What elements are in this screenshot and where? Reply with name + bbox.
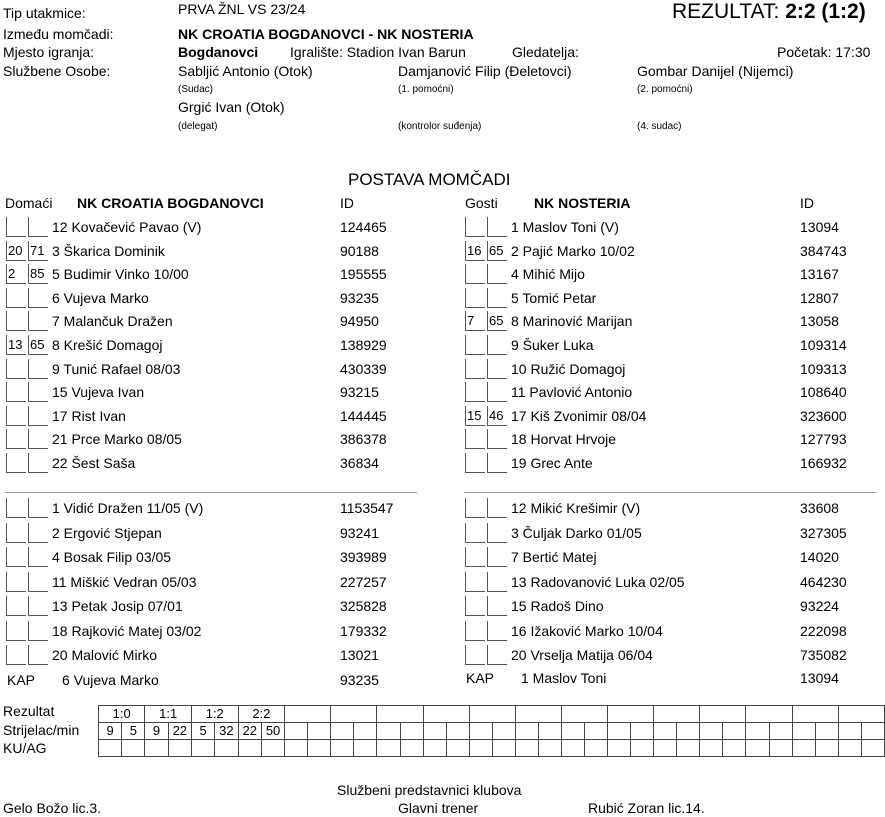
home-kap: 6 Vujeva Marko (62, 672, 159, 688)
player-name: 20 Malović Mirko (52, 647, 158, 663)
sub-number-box: 65 (487, 311, 507, 331)
player-id: 430339 (340, 360, 387, 377)
player-name: 7 Malančuk Dražen (52, 313, 173, 330)
player-name: 8 Marinović Marijan (511, 313, 633, 330)
kuag-cell (285, 740, 308, 757)
sub-minute-box (6, 359, 26, 379)
sub-number-box (487, 288, 507, 308)
sub-number-box: 65 (28, 335, 48, 355)
home-kap-label: KAP (7, 672, 36, 688)
sub-minute-box (6, 547, 26, 567)
player-id: 386378 (340, 431, 387, 448)
player-name: 17 Rist Ivan (52, 407, 126, 424)
scorer-cell (492, 723, 515, 740)
sub-number-box (487, 572, 507, 592)
kuag-cell (423, 740, 446, 757)
player-id: 222098 (800, 622, 847, 639)
player-name: 3 Čuljak Darko 01/05 (511, 524, 642, 541)
player-id: 93224 (800, 598, 839, 614)
sub-minute-box: 2 (6, 264, 26, 284)
player-id: 327305 (800, 524, 847, 541)
scorer-cell (746, 723, 769, 740)
kuag-cell (191, 740, 214, 757)
sub-number-box (28, 359, 48, 379)
score-cell: 2:2 (238, 706, 285, 723)
footer-left: Gelo Božo lic.3. (3, 800, 102, 816)
kuag-cell (769, 740, 792, 757)
sub-number-box (28, 547, 48, 567)
sub-minute-box (465, 547, 485, 567)
player-name: 1 Maslov Toni (V) (511, 219, 619, 235)
kuag-cell (377, 740, 400, 757)
official-role: (Sudac) (178, 84, 214, 95)
home-id-label: ID (340, 195, 354, 211)
sub-number-box: 46 (487, 406, 507, 426)
sub-number-box (28, 645, 48, 665)
score-cell (331, 706, 377, 723)
sub-number-box (487, 621, 507, 641)
kuag-cell (492, 740, 515, 757)
away-kap-id: 13094 (800, 670, 839, 686)
score-cell (608, 706, 654, 723)
player-id: 94950 (340, 313, 379, 330)
kuag-cell (238, 740, 261, 757)
kuag-cell (585, 740, 608, 757)
score-cell (469, 706, 515, 723)
score-cell (792, 706, 838, 723)
scorer-cell (446, 723, 469, 740)
kuag-cell (746, 740, 769, 757)
scorer-cell: 5 (122, 723, 145, 740)
kuag-cell (677, 740, 700, 757)
player-id: 33608 (800, 500, 839, 516)
score-cell (285, 706, 331, 723)
scorer-cell (354, 723, 377, 740)
home-label: Domaći (5, 195, 53, 211)
sub-number-box (28, 288, 48, 308)
player-name: 15 Vujeva Ivan (52, 384, 145, 401)
strijelac-row-label: Strijelac/min (3, 722, 80, 738)
kuag-cell (515, 740, 538, 757)
player-name: 2 Ergović Stjepan (52, 524, 162, 541)
player-id: 144445 (340, 407, 387, 424)
kuag-cell (538, 740, 561, 757)
footer-title: Službeni predstavnici klubova (337, 782, 522, 798)
kuag-cell (400, 740, 423, 757)
player-name: 12 Kovačević Pavao (V) (52, 219, 202, 235)
sub-minute-box (465, 621, 485, 641)
kuag-cell (815, 740, 838, 757)
player-name: 13 Radovanović Luka 02/05 (511, 573, 685, 590)
sub-number-box (487, 429, 507, 449)
player-name: 16 Ižaković Marko 10/04 (511, 622, 663, 639)
sub-minute-box (465, 453, 485, 473)
sub-minute-box (6, 288, 26, 308)
player-id: 464230 (800, 573, 847, 590)
sub-number-box (28, 523, 48, 543)
player-name: 18 Horvat Hrvoje (511, 431, 617, 448)
player-id: 393989 (340, 549, 387, 565)
gledatelja: Gledatelja: (512, 44, 579, 60)
player-id: 325828 (340, 598, 387, 614)
sub-minute-box: 20 (6, 241, 26, 261)
kuag-cell (861, 740, 884, 757)
sub-minute-box: 7 (465, 311, 485, 331)
score-cell (838, 706, 884, 723)
sub-minute-box: 15 (465, 406, 485, 426)
home-divider (5, 492, 417, 493)
sub-minute-box (465, 217, 485, 237)
sub-minute-box (6, 217, 26, 237)
sub-number-box (28, 596, 48, 616)
sub-minute-box (465, 523, 485, 543)
scorer-cell (654, 723, 677, 740)
player-name: 2 Pajić Marko 10/02 (511, 242, 635, 259)
scorer-cell (608, 723, 631, 740)
player-id: 14020 (800, 549, 839, 565)
sub-minute-box (465, 429, 485, 449)
igraliste: Igralište: Stadion Ivan Barun (290, 44, 466, 60)
player-id: 93235 (340, 289, 379, 306)
away-kap: 1 Maslov Toni (521, 670, 607, 686)
scorer-cell (308, 723, 331, 740)
sub-number-box (28, 453, 48, 473)
away-divider (464, 492, 876, 493)
sub-minute-box (465, 596, 485, 616)
kuag-cell (308, 740, 331, 757)
official-role: (4. sudac) (637, 121, 682, 132)
player-name: 7 Bertić Matej (511, 549, 597, 565)
official-name: Sabljić Antonio (Otok) (178, 63, 313, 79)
sub-number-box (487, 217, 507, 237)
scorer-cell (515, 723, 538, 740)
sub-minute-box (6, 453, 26, 473)
score-cell (654, 706, 700, 723)
official-role: (kontrolor suđenja) (398, 121, 482, 132)
sub-minute-box (465, 288, 485, 308)
kuag-cell (631, 740, 654, 757)
scorer-cell (700, 723, 723, 740)
score-cell (700, 706, 746, 723)
sub-number-box (28, 382, 48, 402)
scorer-cell: 50 (261, 723, 284, 740)
scorer-cell (469, 723, 492, 740)
sub-minute-box (6, 596, 26, 616)
player-name: 9 Šuker Luka (511, 337, 594, 353)
scorer-cell: 9 (99, 723, 122, 740)
results-table (98, 705, 885, 757)
player-name: 4 Bosak Filip 03/05 (52, 549, 172, 565)
official-role: (delegat) (178, 121, 218, 132)
sub-minute-box (6, 621, 26, 641)
score-cell (423, 706, 469, 723)
sub-minute-box (465, 572, 485, 592)
official-role: (2. pomoćni) (637, 84, 693, 95)
scorer-cell (792, 723, 815, 740)
sub-minute-box (465, 498, 485, 518)
sub-minute-box (6, 382, 26, 402)
sub-minute-box (465, 645, 485, 665)
kuag-cell (261, 740, 284, 757)
sub-number-box (487, 498, 507, 518)
score-cell (561, 706, 607, 723)
player-name: 13 Petak Josip 07/01 (52, 598, 183, 614)
sub-minute-box: 16 (465, 241, 485, 261)
sluzbene-label: Službene Osobe: (3, 63, 111, 79)
player-name: 3 Škarica Dominik (52, 242, 165, 259)
player-id: 384743 (800, 242, 847, 259)
official-name: Gombar Danijel (Nijemci) (637, 63, 794, 79)
kuag-cell (446, 740, 469, 757)
kuag-cell (838, 740, 861, 757)
player-id: 13094 (800, 219, 839, 235)
player-name: 21 Prce Marko 08/05 (52, 431, 182, 448)
rezultat-value: 2:2 (1:2) (785, 0, 866, 23)
player-id: 13058 (800, 313, 839, 330)
player-id: 127793 (800, 431, 847, 448)
izmedu-label: Između momčadi: (3, 26, 114, 42)
sub-number-box (487, 523, 507, 543)
away-team: NK NOSTERIA (534, 195, 631, 211)
kuag-cell (145, 740, 168, 757)
kuag-row-label: KU/AG (3, 740, 47, 756)
player-name: 18 Rajković Matej 03/02 (52, 622, 202, 639)
sub-number-box (28, 311, 48, 331)
sub-minute-box (6, 498, 26, 518)
scorer-cell: 22 (168, 723, 191, 740)
scorer-cell (769, 723, 792, 740)
sub-minute-box (6, 406, 26, 426)
sub-number-box (487, 335, 507, 355)
scorer-cell (838, 723, 861, 740)
player-name: 11 Pavlović Antonio (511, 384, 633, 401)
player-id: 195555 (340, 266, 387, 283)
player-id: 36834 (340, 455, 379, 471)
teams-value: NK CROATIA BOGDANOVCI - NK NOSTERIA (178, 26, 474, 42)
sub-minute-box (6, 572, 26, 592)
sub-number-box (487, 453, 507, 473)
scorer-cell: 32 (215, 723, 238, 740)
kuag-cell (561, 740, 584, 757)
sub-number-box (28, 621, 48, 641)
scorer-cell (815, 723, 838, 740)
player-name: 4 Mihić Mijo (511, 266, 585, 283)
kuag-cell (331, 740, 354, 757)
kuag-cell (700, 740, 723, 757)
player-id: 90188 (340, 242, 379, 259)
player-name: 12 Mikić Krešimir (V) (511, 500, 641, 516)
sub-number-box (487, 264, 507, 284)
home-kap-id: 93235 (340, 672, 379, 688)
scorer-cell (861, 723, 884, 740)
kuag-cell (168, 740, 191, 757)
rezultat-row-label: Rezultat (3, 703, 55, 719)
player-id: 227257 (340, 573, 387, 590)
official-name: Grgić Ivan (Otok) (178, 99, 285, 115)
scorer-cell (331, 723, 354, 740)
player-id: 735082 (800, 647, 847, 663)
scorer-cell: 5 (191, 723, 214, 740)
player-name: 11 Miškić Vedran 05/03 (52, 573, 197, 590)
player-id: 12807 (800, 289, 839, 306)
score-cell (377, 706, 423, 723)
official-role: (1. pomoćni) (398, 84, 454, 95)
scorer-cell (538, 723, 561, 740)
score-cell (746, 706, 792, 723)
player-id: 124465 (340, 219, 387, 235)
sub-number-box (28, 572, 48, 592)
player-id: 323600 (800, 407, 847, 424)
scorer-cell (285, 723, 308, 740)
player-name: 15 Radoš Dino (511, 598, 604, 614)
tip-label: Tip utakmice: (3, 5, 86, 21)
sub-number-box: 85 (28, 264, 48, 284)
scorer-cell (561, 723, 584, 740)
kuag-cell (354, 740, 377, 757)
scorer-cell (377, 723, 400, 740)
player-id: 166932 (800, 455, 847, 471)
sub-number-box (487, 382, 507, 402)
score-cell: 1:2 (191, 706, 238, 723)
away-kap-label: KAP (466, 670, 495, 686)
kuag-cell (608, 740, 631, 757)
footer-center: Glavni trener (398, 800, 479, 816)
mjesto-label: Mjesto igranja: (3, 44, 95, 60)
sub-minute-box (465, 264, 485, 284)
player-name: 9 Tunić Rafael 08/03 (52, 360, 181, 377)
sub-number-box: 65 (487, 241, 507, 261)
player-name: 6 Vujeva Marko (52, 289, 149, 306)
player-name: 1 Vidić Dražen 11/05 (V) (52, 500, 204, 516)
sub-minute-box (6, 645, 26, 665)
footer-right: Rubić Zoran lic.14. (588, 800, 705, 816)
player-name: 5 Budimir Vinko 10/00 (52, 266, 189, 283)
player-id: 109313 (800, 360, 847, 377)
sub-minute-box (6, 429, 26, 449)
mjesto-value: Bogdanovci (178, 44, 259, 60)
score-cell (515, 706, 561, 723)
player-name: 20 Vrselja Matija 06/04 (511, 647, 653, 663)
player-id: 108640 (800, 384, 847, 401)
sub-number-box (487, 547, 507, 567)
kuag-cell (99, 740, 122, 757)
tip-value: PRVA ŽNL VS 23/24 (178, 1, 306, 17)
kuag-cell (723, 740, 746, 757)
pocetak: Početak: 17:30 (777, 44, 871, 60)
player-name: 5 Tomić Petar (511, 289, 597, 306)
player-name: 10 Ružić Domagoj (511, 360, 626, 377)
player-id: 13167 (800, 266, 839, 283)
scorer-cell: 22 (238, 723, 261, 740)
sub-number-box (28, 406, 48, 426)
rezultat-label: REZULTAT: (672, 0, 780, 23)
sub-minute-box (465, 382, 485, 402)
player-id: 13021 (340, 647, 379, 663)
kuag-cell (469, 740, 492, 757)
player-id: 179332 (340, 622, 387, 639)
sub-minute-box: 13 (6, 335, 26, 355)
player-id: 1153547 (340, 500, 394, 516)
scorer-cell (585, 723, 608, 740)
player-id: 109314 (800, 337, 847, 353)
player-id: 93215 (340, 384, 379, 401)
score-cell: 1:0 (99, 706, 145, 723)
sub-number-box (487, 596, 507, 616)
kuag-cell (792, 740, 815, 757)
sub-number-box (487, 359, 507, 379)
scorer-cell: 9 (145, 723, 168, 740)
sub-number-box (28, 217, 48, 237)
sub-minute-box (6, 523, 26, 543)
scorer-cell (677, 723, 700, 740)
kuag-cell (654, 740, 677, 757)
sub-minute-box (465, 359, 485, 379)
sub-minute-box (465, 335, 485, 355)
sub-number-box: 71 (28, 241, 48, 261)
home-team: NK CROATIA BOGDANOVCI (77, 195, 264, 211)
player-name: 17 Kiš Zvonimir 08/04 (511, 407, 647, 424)
sub-minute-box (6, 311, 26, 331)
scorer-cell (631, 723, 654, 740)
away-label: Gosti (465, 195, 498, 211)
kuag-cell (122, 740, 145, 757)
player-name: 19 Grec Ante (511, 455, 593, 471)
player-name: 8 Krešić Domagoj (52, 337, 163, 353)
player-name: 22 Šest Saša (52, 455, 136, 471)
player-id: 138929 (340, 337, 387, 353)
player-id: 93241 (340, 524, 379, 541)
score-cell: 1:1 (145, 706, 192, 723)
sub-number-box (28, 498, 48, 518)
sub-number-box (487, 645, 507, 665)
official-name: Damjanović Filip (Đeletovci) (398, 63, 572, 79)
scorer-cell (423, 723, 446, 740)
sub-number-box (28, 429, 48, 449)
rezultat-heading (672, 0, 866, 24)
kuag-cell (215, 740, 238, 757)
away-id-label: ID (800, 195, 814, 211)
lineup-title: POSTAVA MOMČADI (348, 170, 511, 189)
scorer-cell (723, 723, 746, 740)
scorer-cell (400, 723, 423, 740)
